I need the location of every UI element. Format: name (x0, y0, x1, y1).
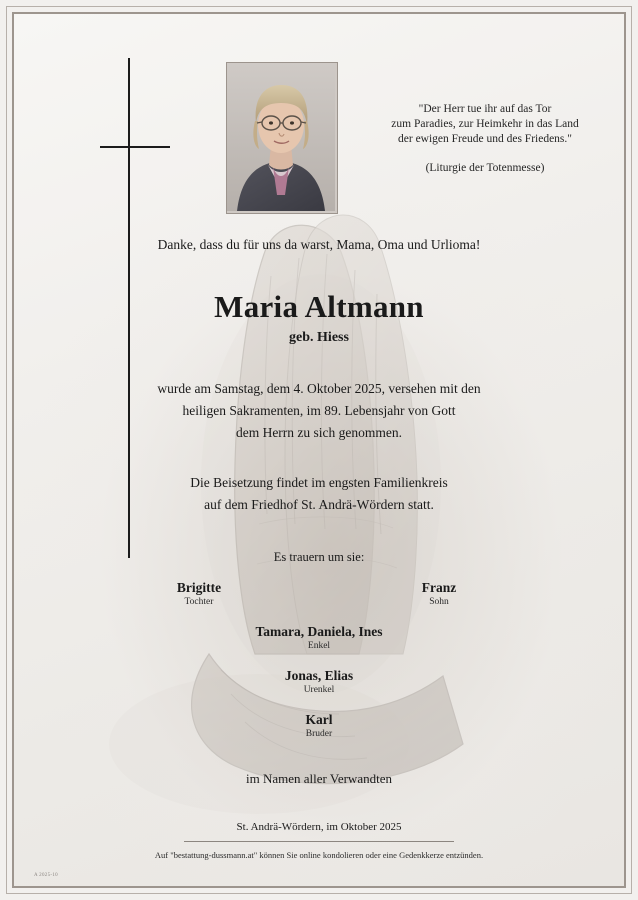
burial-line-1: Die Beisetzung findet im engsten Familienkreis (190, 475, 448, 490)
passing-line-1: wurde am Samstag, dem 4. Oktober 2025, versehen mit den (157, 381, 481, 396)
mourner-row (44, 711, 594, 741)
mourner-entry (154, 579, 244, 609)
mourner-row (44, 579, 594, 609)
main-content (44, 236, 594, 833)
mourners-intro: Es trauern um sie: (273, 550, 365, 564)
mourner-relation: Tochter (184, 597, 214, 607)
in-name-of-text: im Namen aller Verwandten (246, 771, 392, 786)
mourner-entry (394, 579, 484, 609)
place-and-date: St. Andrä-Wördern, im Oktober 2025 (236, 821, 402, 833)
mourner-row (44, 667, 594, 697)
deceased-name: Maria Altmann (214, 289, 424, 324)
quote-attribution: (Liturgie der Totenmesse) (425, 162, 545, 174)
mourner-name: Brigitte (176, 580, 222, 595)
burial-line-2: auf dem Friedhof St. Andrä-Wördern statt. (204, 497, 434, 512)
mourner-name: Tamara, Daniela, Ines (255, 624, 383, 639)
passing-line-3: dem Herrn zu sich genommen. (235, 425, 403, 440)
quote-line-1: "Der Herr tue ihr auf das Tor (418, 103, 552, 115)
maiden-name: geb. Hiess (289, 330, 349, 345)
mourner-row (44, 623, 594, 653)
burial-text (44, 472, 594, 516)
mourner-relation: Sohn (429, 597, 449, 607)
paper-background (14, 14, 624, 886)
quote-line-3: der ewigen Freude und des Friedens." (398, 133, 572, 145)
mourner-name: Jonas, Elias (284, 668, 354, 683)
mourner-relation: Urenkel (303, 685, 335, 695)
mourner-name: Karl (305, 712, 333, 727)
quote-line-2: zum Paradies, zur Heimkehr in das Land (391, 118, 579, 130)
mourner-relation: Enkel (307, 641, 331, 651)
thanks-message: Danke, dass du für uns da warst, Mama, Oma und Urlioma! (157, 237, 481, 252)
footer-note: Auf "bestattung-dussmann.at" können Sie online kondolieren oder eine Gedenkkerze entzünden. (154, 850, 484, 860)
passing-line-2: heiligen Sakramenten, im 89. Lebensjahr von Gott (182, 403, 456, 418)
passing-text (44, 378, 594, 444)
corner-print-code: A 2025-10 (34, 873, 58, 878)
liturgy-quote (354, 102, 616, 176)
portrait-photo (226, 62, 338, 214)
mourner-relation: Bruder (305, 729, 333, 739)
mourner-name: Franz (421, 580, 457, 595)
cross-horizontal-bar (100, 146, 170, 148)
footer-divider (184, 841, 454, 842)
